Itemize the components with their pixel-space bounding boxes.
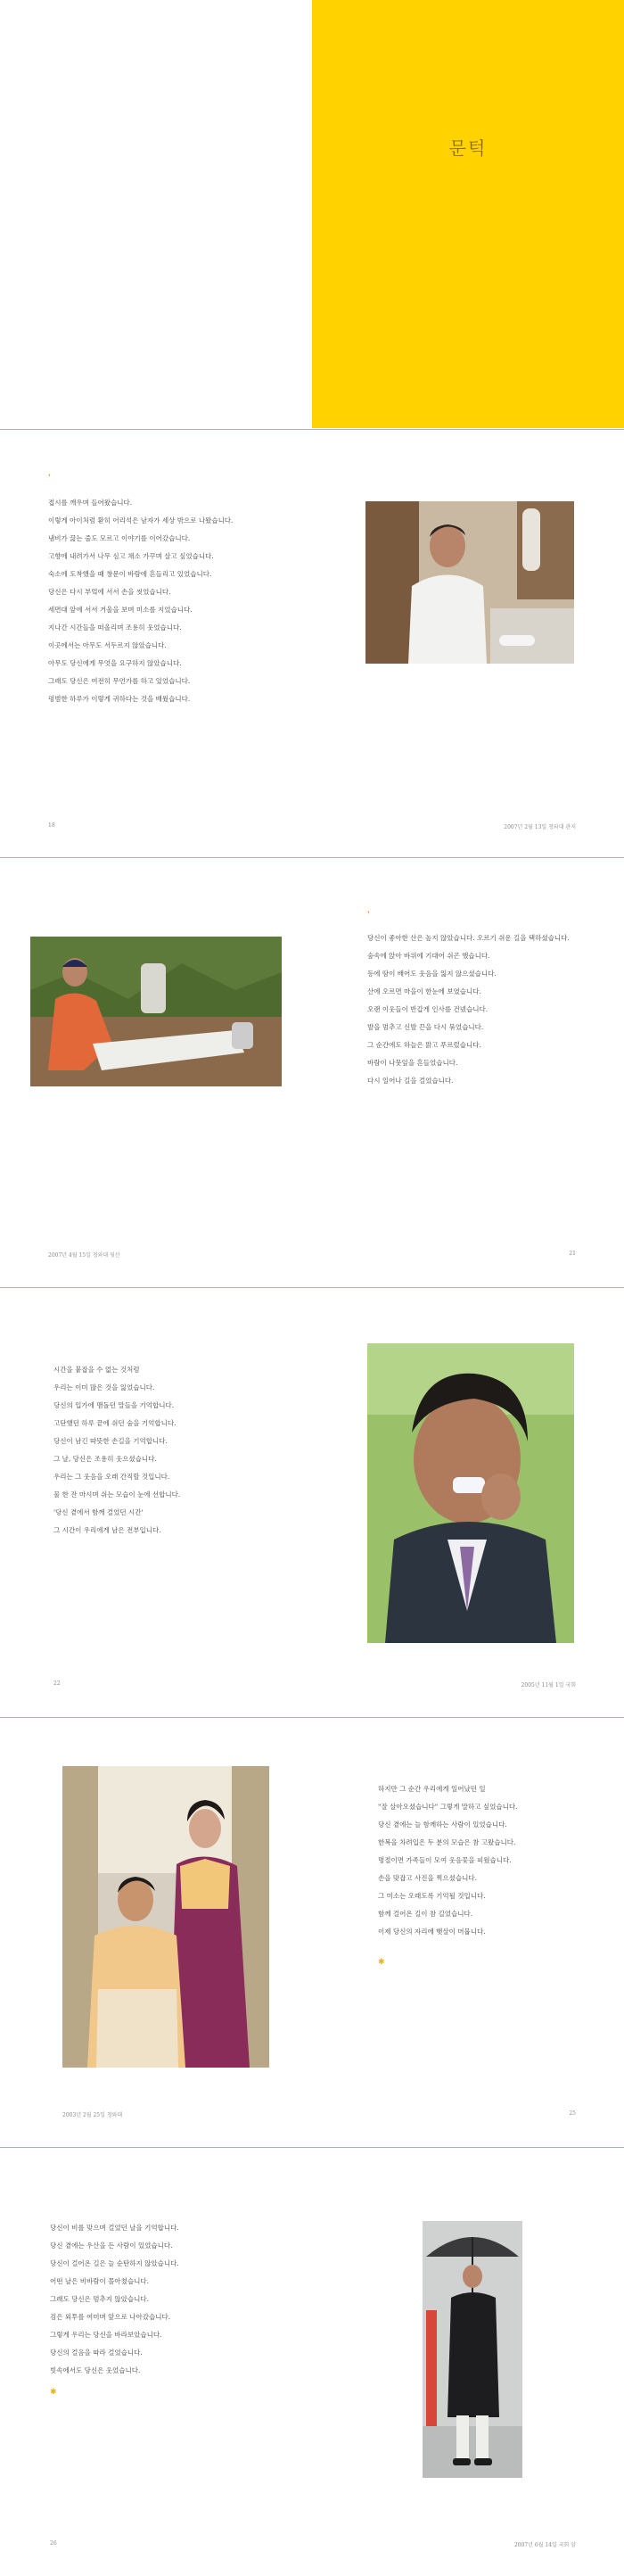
page-number-right: 25 — [569, 2110, 576, 2117]
body-text — [367, 929, 608, 1090]
text-line: 그 시간이 우리에게 남은 전부입니다. — [53, 1526, 161, 1534]
photo-caption: 2003년 2월 25일 청와대 — [62, 2112, 123, 2118]
spread-2 — [0, 858, 624, 1286]
body-text — [50, 2219, 317, 2380]
cover-blank-page — [0, 0, 312, 428]
text-line: 바람이 나뭇잎을 흔들었습니다. — [367, 1059, 458, 1067]
cover-yellow-page — [312, 0, 624, 428]
text-line: 당신의 입가에 맴돌던 말들을 기억합니다. — [53, 1401, 175, 1409]
text-line: 하지만 그 순간 우리에게 일어났던 일 — [378, 1785, 486, 1793]
text-line: 당신 곁에는 우산을 든 사람이 있었습니다. — [50, 2242, 173, 2250]
text-line: 당신이 걸어온 길은 늘 순탄하지 않았습니다. — [50, 2259, 179, 2267]
page-number-right: 21 — [569, 1251, 576, 1257]
photo-caption: 2005년 11월 1일 국회 — [521, 1682, 576, 1688]
text-line: 숙소에 도착했을 때 창문이 바람에 흔들리고 있었습니다. — [48, 570, 212, 578]
spread-3 — [0, 1288, 624, 1716]
text-line: 손을 맞잡고 사진을 찍으셨습니다. — [378, 1874, 477, 1882]
text-line: 당신의 걸음을 따라 걸었습니다. — [50, 2349, 143, 2357]
text-line: 그래도 당신은 여전히 무언가를 하고 있었습니다. — [48, 677, 191, 685]
text-line: 숲속에 앉아 바위에 기대어 쉬곤 했습니다. — [367, 952, 490, 960]
star-mark-icon: ✱ — [378, 1958, 385, 1967]
page-number-left: 26 — [50, 2540, 57, 2547]
text-line: 그 날, 당신은 조용히 웃으셨습니다. — [53, 1455, 157, 1463]
text-line: 빗속에서도 당신은 웃었습니다. — [50, 2366, 141, 2374]
text-line: 물 한 잔 마시며 쉬는 모습이 눈에 선합니다. — [53, 1490, 181, 1499]
text-line: 세면대 앞에 서서 거울을 보며 미소를 지었습니다. — [48, 606, 193, 614]
photo-man-resting-outdoors — [30, 937, 282, 1086]
text-line: 그래도 당신은 멈추지 않았습니다. — [50, 2295, 149, 2303]
text-line: 한복을 차려입은 두 분의 모습은 참 고왔습니다. — [378, 1838, 516, 1846]
photo-caption: 2007년 6월 14일 국회 앞 — [513, 2542, 576, 2548]
page-number-left: 18 — [48, 822, 55, 829]
body-text — [53, 1361, 321, 1540]
text-line: 고단했던 하루 끝에 쉬던 숨을 기억합니다. — [53, 1419, 177, 1427]
text-line: "잘 살아오셨습니다" 그렇게 말하고 싶었습니다. — [378, 1803, 518, 1811]
text-line: 이제 당신의 자리에 햇살이 머뭅니다. — [378, 1928, 486, 1936]
text-line: 냄비가 끓는 줄도 모르고 이야기를 이어갔습니다. — [48, 534, 191, 542]
text-line: 그렇게 우리는 당신을 바라보았습니다. — [50, 2331, 162, 2339]
body-text — [378, 1780, 619, 1941]
text-line: 당신이 남긴 따뜻한 손길을 기억합니다. — [53, 1437, 168, 1445]
text-line: 그 미소는 오래도록 기억될 것입니다. — [378, 1892, 486, 1900]
text-line: 시간을 붙잡을 수 없는 것처럼 — [53, 1366, 140, 1374]
text-line: 어떤 날은 비바람이 몰아쳤습니다. — [50, 2277, 149, 2285]
text-line: 등에 땀이 배어도 웃음을 잃지 않으셨습니다. — [367, 970, 497, 978]
text-line: 발을 멈추고 신발 끈을 다시 묶었습니다. — [367, 1023, 484, 1031]
text-line: 산에 오르면 마을이 한눈에 보였습니다. — [367, 987, 481, 995]
spread-4 — [0, 1718, 624, 2146]
text-line: 명절이면 가족들이 모여 웃음꽃을 피웠습니다. — [378, 1856, 512, 1864]
text-line: 당신 곁에는 늘 함께하는 사람이 있었습니다. — [378, 1821, 507, 1829]
text-line: 함께 걸어온 길이 참 길었습니다. — [378, 1910, 473, 1918]
cover-spread — [0, 0, 624, 428]
body-text — [48, 494, 316, 708]
text-line: 우리는 이미 많은 것을 잃었습니다. — [53, 1383, 155, 1391]
text-line: 이렇게 아이처럼 환히 어리석은 남자가 세상 밖으로 나왔습니다. — [48, 516, 234, 524]
photo-man-in-kitchen — [365, 501, 574, 664]
text-line: 아무도 당신에게 무엇을 요구하지 않았습니다. — [48, 659, 182, 667]
spread-5 — [0, 2148, 624, 2576]
photo-caption: 2007년 4월 15일 청와대 뒷산 — [48, 1252, 120, 1259]
quote-mark-icon: ❜ — [48, 474, 51, 483]
text-line: 우리는 그 웃음을 오래 간직할 것입니다. — [53, 1473, 170, 1481]
text-line: 지나간 시간들을 떠올리며 조용히 웃었습니다. — [48, 623, 182, 632]
star-mark-icon: ✱ — [50, 2388, 57, 2397]
text-line: '당신 곁에서 함께 걸었던 시간' — [53, 1508, 144, 1516]
text-line: 고향에 내려가서 나무 심고 채소 가꾸며 살고 싶었습니다. — [48, 552, 214, 560]
photo-couple-in-hanbok — [62, 1766, 269, 2068]
quote-mark-icon: ❜ — [367, 911, 370, 920]
text-line: 오랜 이웃들이 반갑게 인사를 건넸습니다. — [367, 1005, 489, 1013]
text-line: 다시 일어나 길을 걸었습니다. — [367, 1077, 454, 1085]
text-line: 평범한 하루가 이렇게 귀하다는 것을 배웠습니다. — [48, 695, 191, 703]
photo-man-drinking — [367, 1343, 574, 1643]
cover-title: 문턱 — [448, 137, 488, 159]
text-line: 그 순간에도 하늘은 맑고 푸르렀습니다. — [367, 1041, 481, 1049]
page-number-left: 22 — [53, 1680, 61, 1687]
text-line: 당신이 비를 맞으며 걸었던 날을 기억합니다. — [50, 2224, 179, 2232]
text-line: 당신은 다시 부엌에 서서 손을 씻었습니다. — [48, 588, 171, 596]
text-line: 접시를 깨우며 들어왔습니다. — [48, 499, 133, 507]
photo-man-walking-in-rain — [423, 2221, 522, 2478]
text-line: 이곳에서는 아무도 서두르지 않았습니다. — [48, 641, 167, 649]
text-line: 당신이 좋아한 산은 높지 않았습니다. 오르기 쉬운 길을 택하셨습니다. — [367, 934, 570, 942]
photo-caption: 2007년 2월 13일 청와대 관저 — [504, 824, 576, 830]
spread-1 — [0, 430, 624, 856]
text-line: 검은 외투를 여미며 앞으로 나아갔습니다. — [50, 2313, 171, 2321]
